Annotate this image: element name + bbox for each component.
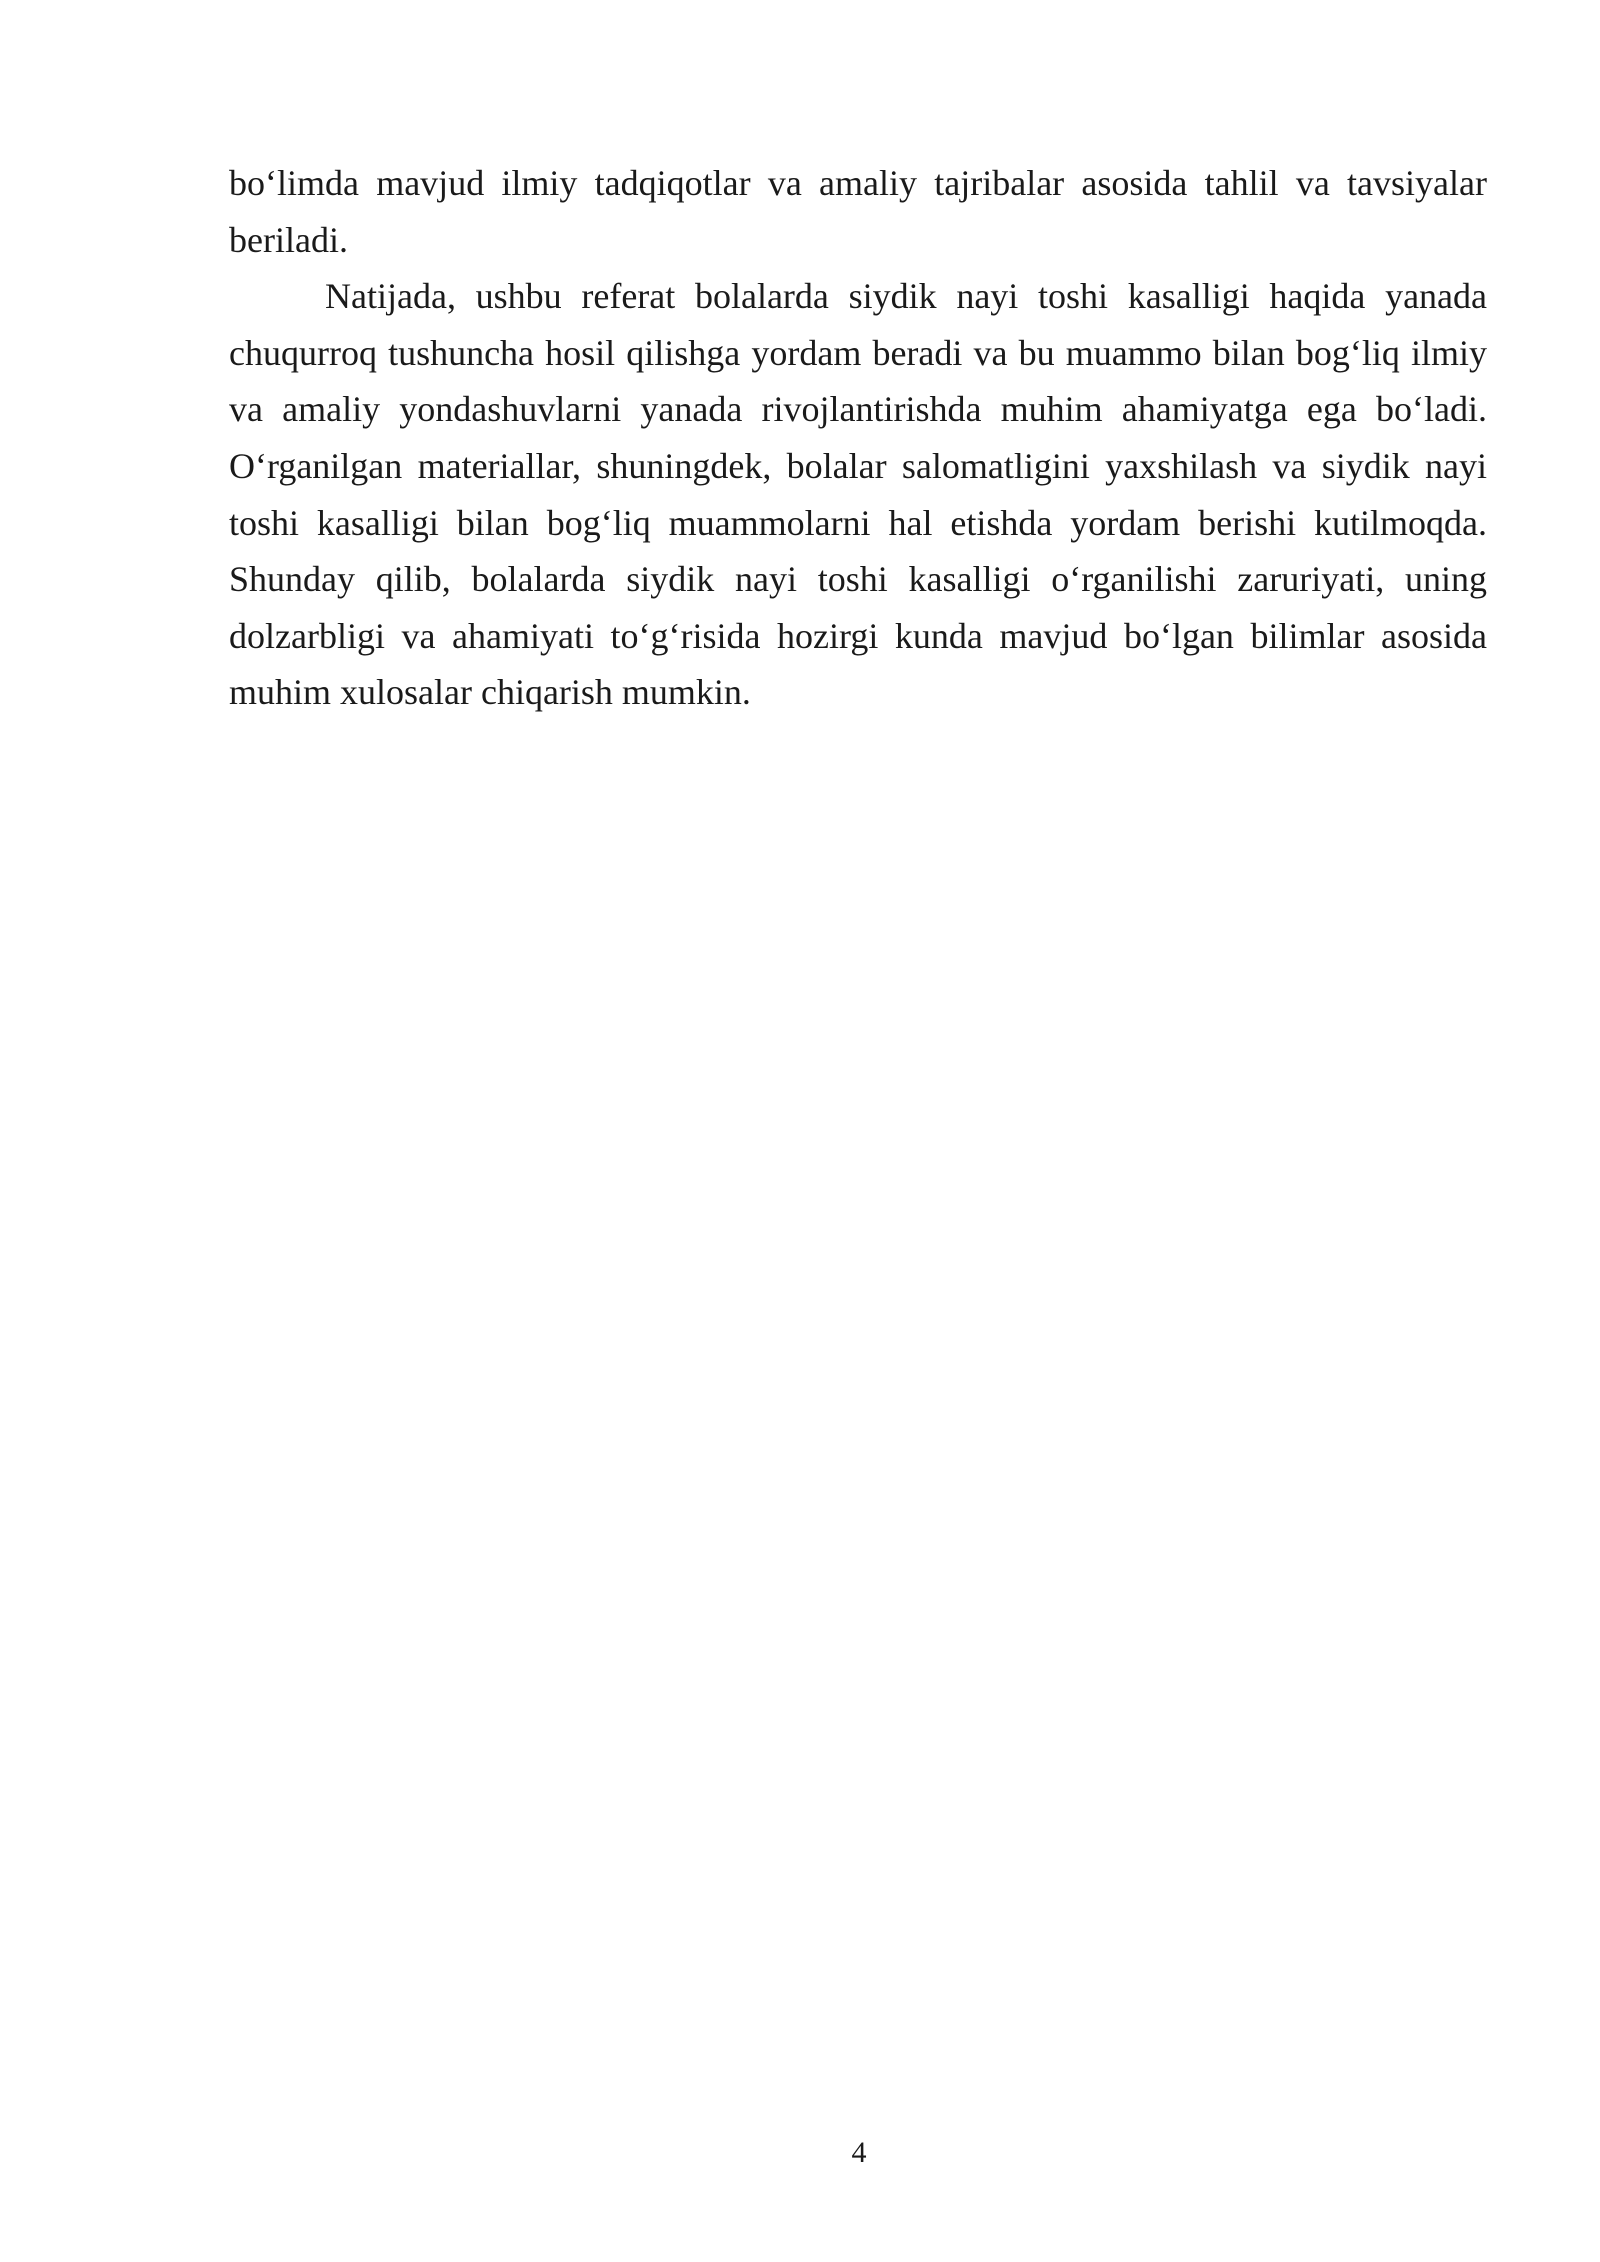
paragraph-continuation: bo‘limda mavjud ilmiy tadqiqotlar va amaliy tajribalar asosida tahlil va tavsiyalar beriladi. <box>229 163 1487 260</box>
paragraph-conclusion: Natijada, ushbu referat bolalarda siydik nayi toshi kasalligi haqida yanada chuqurroq tushuncha hosil qilishga yordam beradi va bu muammo bilan bog‘liq ilmiy va amaliy yondashuvlarni yanada rivojlantirishda muhim ahamiyatga ega bo‘ladi. O‘rganilgan materiallar, shuningdek, bolalar salomatligini yaxshilash va siydik nayi toshi kasalligi bilan bog‘liq muammolarni hal etishda yordam berishi kutilmoqda. Shunday qilib, bolalarda siydik nayi toshi kasalligi o‘rganilishi zaruriyati, uning dolzarbligi va ahamiyati to‘g‘risida hozirgi kunda mavjud bo‘lgan bilimlar asosida muhim xulosalar chiqarish mumkin. <box>229 276 1487 713</box>
page-number: 4 <box>851 2136 867 2169</box>
body-text <box>229 155 1487 721</box>
